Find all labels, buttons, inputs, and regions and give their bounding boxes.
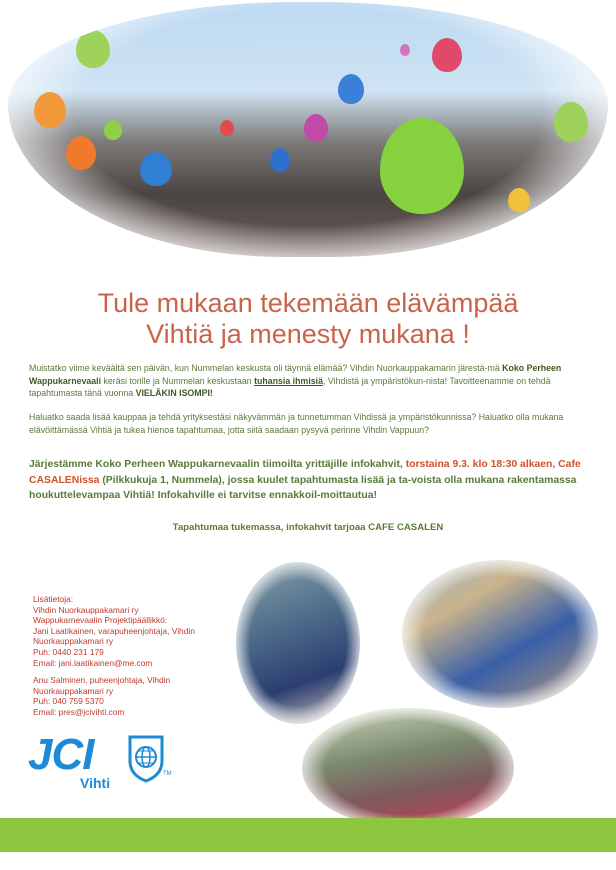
- jci-logo: [28, 730, 188, 793]
- intro-text-2: keräsi torille ja Nummelan keskustaan: [101, 375, 255, 386]
- footer-green-band: [0, 818, 616, 852]
- intro-text-3: , Vihdistä ja ympäristökun-nista! Tavoitteenamme on tehdä tapahtumasta tänä vuonna: [29, 375, 551, 399]
- invite-text-1: Järjestämme Koko Perheen Wappukarnevaalin tiimoilta yrittäjille infokahvit,: [29, 459, 406, 470]
- intro-paragraph: [29, 362, 589, 400]
- intro-bold-thousands: tuhansia ihmisiä: [254, 375, 323, 386]
- contact-email: Email: jani.laatikainen@me.com: [33, 657, 153, 668]
- intro-bold-bigger: VIELÄKIN ISOMPI!: [135, 388, 213, 399]
- contact-name: Anu Salminen, puheenjohtaja, Vihdin: [33, 675, 171, 685]
- contact-name: Jani Laatikainen, varapuheenjohtaja, Vihdin: [33, 625, 195, 636]
- hero-photo-balloons: [8, 2, 608, 257]
- contact-role: Wappukarnevaalin Projektipäällikkö:: [33, 615, 168, 626]
- intro-text-1: Muistatko viime keväältä sen päivän, kun Nummelan keskusta oli täynnä elämää? Vihdin Nuorkauppakamarin järestä-mä: [29, 363, 503, 373]
- logo-city: Vihti: [80, 775, 111, 791]
- contact-email: Email: pres@jcivihti.com: [33, 706, 125, 717]
- question-paragraph: Haluatko saada lisää kauppaa ja tehdä yrityksestäsi näkyvämmän ja tunnetumman Vihdissä ja ympäristökunnissa? Haluatko olla mukana elävöittämässä Vihtiä ja tukea hienoa tapahtumaa, jotta siitä saadaan pysyvä perinne Vihdin Vappuun?: [29, 412, 564, 435]
- contact-org: Vihdin Nuorkauppakamari ry: [33, 604, 139, 615]
- photo-police-officer: [236, 562, 360, 724]
- contact-heading: Lisätietoja:: [33, 594, 74, 604]
- globe-emblem-icon: [127, 735, 165, 788]
- trademark-mark: TM: [163, 771, 172, 777]
- contact-phone: Puh: 040 759 5370: [33, 696, 104, 707]
- intro-bold-event: Koko Perheen Wappukarnevaali: [29, 363, 562, 386]
- contact-block-project-manager: [33, 594, 233, 668]
- headline-line-2: Vihtiä ja menesty mukana !: [146, 319, 470, 349]
- contact-org: Nuorkauppakamari ry: [33, 685, 114, 696]
- photo-crowd-balloons: [302, 708, 514, 828]
- support-line: Tapahtumaa tukemassa, infokahvit tarjoaa CAFE CASALEN: [172, 522, 444, 533]
- headline-line-1: Tule mukaan tekemään elävämpää: [97, 288, 519, 318]
- contact-block-chair: [33, 675, 233, 717]
- contact-org-2: Nuorkauppakamari ry: [33, 636, 114, 647]
- invite-date-location: torstaina 9.3. klo 18:30 alkaen, Cafe CASALENissa: [29, 459, 581, 486]
- invite-text-2: (Pilkkukuja 1, Nummela), jossa kuulet tapahtumasta lisää ja ta-voista olla mukana rakentamassa houkuttelevampaa Vihtiä! Infokahville ei tarvitse ennakkoil-moittautua!: [29, 474, 577, 502]
- contact-phone: Puh: 0440 231 179: [33, 646, 104, 657]
- invite-paragraph: [29, 457, 589, 504]
- photo-crowd-carnival: [402, 560, 598, 708]
- logo-text: JCI: [28, 730, 94, 779]
